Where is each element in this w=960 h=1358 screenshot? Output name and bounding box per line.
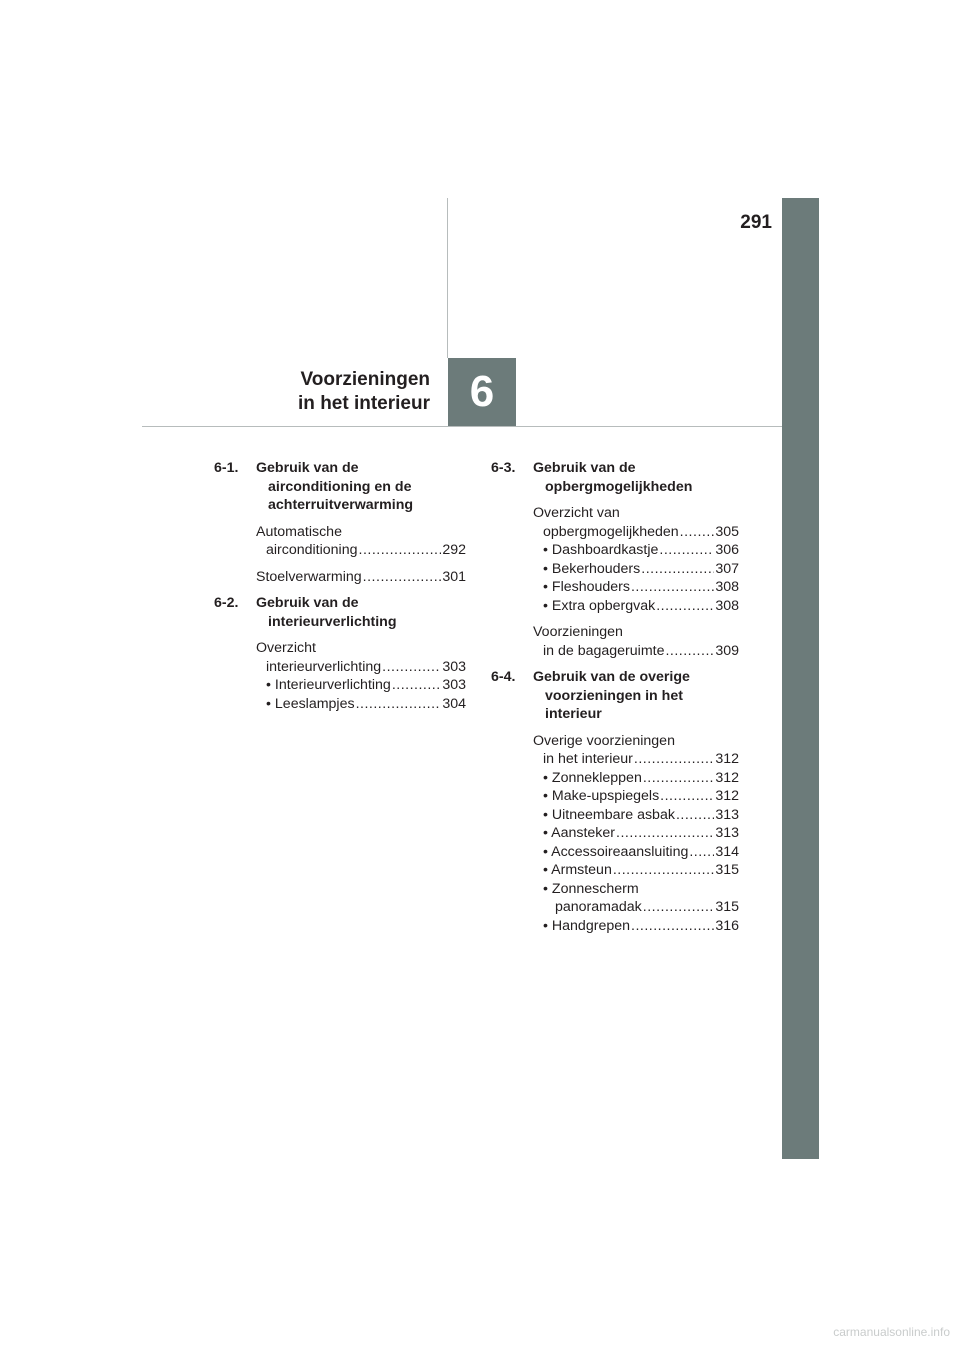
dot-leader <box>680 523 715 542</box>
toc-section-heading <box>214 594 466 631</box>
toc-section-title-line: airconditioning en de <box>268 478 412 495</box>
toc-page-number: 305 <box>715 523 739 540</box>
toc-section-title-line: Gebruik van de <box>256 595 359 611</box>
toc-entry-row[interactable] <box>256 695 466 714</box>
toc-column-2 <box>491 459 739 943</box>
toc-entry-label: Voorzieningen <box>533 624 623 640</box>
toc-entry-label: • Leeslampjes <box>266 695 355 712</box>
toc-section-heading <box>491 668 739 724</box>
toc-page-number: 292 <box>442 542 466 558</box>
dot-leader <box>359 541 442 560</box>
dot-leader <box>616 824 714 843</box>
toc-entry-label: in het interieur <box>543 751 633 767</box>
dot-leader <box>382 658 441 677</box>
chapter-side-tab <box>782 198 819 1159</box>
toc-page-number: 303 <box>442 677 466 693</box>
dot-leader <box>656 597 714 616</box>
toc-entry-label: interieurverlichting <box>266 658 382 675</box>
dot-leader <box>631 917 714 936</box>
dot-leader <box>660 787 714 806</box>
toc-page-number: 304 <box>442 695 466 712</box>
chapter-number: 6 <box>469 367 495 416</box>
toc-entry-row[interactable] <box>256 568 466 587</box>
toc-entry-row[interactable] <box>533 806 739 825</box>
toc-section-title-line: interieur <box>545 706 602 722</box>
toc-entry-row[interactable] <box>256 676 466 695</box>
vertical-rule <box>447 198 448 358</box>
toc-entry-label: Overige voorzieningen <box>533 732 675 749</box>
toc-entry-label: • Fleshouders <box>543 579 630 595</box>
toc-section-number: 6-4. <box>491 669 516 685</box>
toc-entry-row[interactable] <box>533 787 739 806</box>
toc-entry-row[interactable] <box>256 541 466 560</box>
toc-entry-row <box>533 732 739 751</box>
toc-page-number: 313 <box>715 806 739 823</box>
toc-page-number: 309 <box>715 642 739 659</box>
toc-section-title-line: Gebruik van de <box>533 460 636 476</box>
toc-page-number: 316 <box>715 917 739 934</box>
dot-leader <box>363 568 442 587</box>
dot-leader <box>356 695 442 714</box>
toc-entry <box>533 623 739 660</box>
toc-page-number: 306 <box>715 542 739 558</box>
dot-leader <box>631 578 714 597</box>
toc-entry-label: panoramadak <box>555 899 642 915</box>
dot-leader <box>641 560 714 579</box>
toc-entry-row[interactable] <box>533 824 739 843</box>
toc-page-number: 313 <box>715 825 739 841</box>
toc-entry-label: • Make-upspiegels <box>543 788 660 804</box>
toc-section-number: 6-2. <box>214 595 239 611</box>
footer-watermark: carmanualsonline.info <box>833 1325 950 1339</box>
toc-entry-row[interactable] <box>533 898 739 917</box>
toc-entry-row[interactable] <box>533 769 739 788</box>
toc-entry-label: Automatische <box>256 523 342 540</box>
toc-entry-row[interactable] <box>256 658 466 677</box>
toc-entry-label: • Bekerhouders <box>543 560 641 577</box>
toc-entry-row <box>256 639 466 658</box>
toc-page-number: 301 <box>442 568 466 585</box>
toc-entry-row[interactable] <box>533 843 739 862</box>
toc-section-title-line: Gebruik van de <box>256 460 359 476</box>
chapter-title-line-1: Voorzieningen <box>300 369 430 390</box>
dot-leader <box>643 898 715 917</box>
toc-section-title-line: interieurverlichting <box>268 613 397 630</box>
toc-entry-label: • Interieurverlichting <box>266 677 391 693</box>
toc-entry-label: airconditioning <box>266 542 358 558</box>
toc-page-number: 315 <box>715 899 739 915</box>
toc-column-1 <box>214 459 466 721</box>
toc-section-title-line: opbergmogelijkheden <box>545 478 693 495</box>
dot-leader <box>643 769 714 788</box>
toc-entry-label: Overzicht van <box>533 505 620 521</box>
dot-leader <box>659 541 714 560</box>
toc-entry-label: opbergmogelijkheden <box>543 523 679 540</box>
dot-leader <box>689 843 714 862</box>
toc-page-number: 307 <box>715 560 739 577</box>
dot-leader <box>676 806 714 825</box>
toc-section-title-line: voorzieningen in het <box>545 687 683 704</box>
toc-section-title-line: Gebruik van de overige <box>533 669 690 685</box>
toc-section-heading <box>214 459 466 515</box>
toc-page-number: 315 <box>715 862 739 878</box>
toc-entry-label: in de bagageruimte <box>543 642 665 659</box>
toc-entry <box>533 732 739 936</box>
chapter-number-box <box>448 358 516 426</box>
toc-page-number: 312 <box>715 788 739 804</box>
toc-entry-label: • Zonnescherm <box>543 880 639 897</box>
toc-section-number: 6-1. <box>214 460 239 476</box>
toc-entry-label: • Uitneembare asbak <box>543 806 675 823</box>
toc-entry <box>256 568 466 587</box>
toc-page-number: 314 <box>715 843 739 860</box>
toc-entry-row[interactable] <box>533 597 739 616</box>
toc-entry-row[interactable] <box>533 560 739 579</box>
toc-entry-row[interactable] <box>533 541 739 560</box>
dot-leader <box>634 750 714 769</box>
chapter-title-line-2: in het interieur <box>298 393 430 414</box>
horizontal-rule <box>142 426 782 427</box>
chapter-title <box>230 368 430 416</box>
toc-entry-row[interactable] <box>533 750 739 769</box>
toc-entry-row[interactable] <box>533 578 739 597</box>
toc-entry-row[interactable] <box>533 523 739 542</box>
toc-entry-label: • Aansteker <box>543 825 616 841</box>
toc-entry-label: • Armsteun <box>543 862 612 878</box>
toc-entry-label: • Accessoireaansluiting <box>543 843 689 860</box>
toc-section-title-line: achterruitverwarming <box>268 497 414 513</box>
toc-entry <box>256 639 466 713</box>
toc-entry-label: • Handgrepen <box>543 917 631 934</box>
toc-page-number: 308 <box>715 579 739 595</box>
page-number: 291 <box>740 212 772 233</box>
toc-entry <box>533 504 739 615</box>
toc-entry-row[interactable] <box>533 917 739 936</box>
dot-leader <box>665 642 714 661</box>
toc-entry-row[interactable] <box>533 642 739 661</box>
toc-entry-row <box>533 504 739 523</box>
toc-entry-label: • Zonnekleppen <box>543 769 642 786</box>
toc-entry-row <box>256 523 466 542</box>
toc-entry-label: • Dashboardkastje <box>543 542 659 558</box>
toc-page-number: 308 <box>715 597 739 614</box>
toc-entry-row <box>533 880 739 899</box>
toc-entry-label: Overzicht <box>256 640 316 656</box>
dot-leader <box>392 676 442 695</box>
toc-page-number: 312 <box>715 751 739 767</box>
toc-page-number: 312 <box>715 769 739 786</box>
toc-entry-row <box>533 623 739 642</box>
dot-leader <box>613 861 714 880</box>
toc-entry-row[interactable] <box>533 861 739 880</box>
toc-entry-label: Stoelverwarming <box>256 568 362 585</box>
toc-entry <box>256 523 466 560</box>
toc-section-number: 6-3. <box>491 460 516 476</box>
toc-entry-label: • Extra opbergvak <box>543 597 656 614</box>
toc-section-heading <box>491 459 739 496</box>
toc-page-number: 303 <box>442 658 466 675</box>
